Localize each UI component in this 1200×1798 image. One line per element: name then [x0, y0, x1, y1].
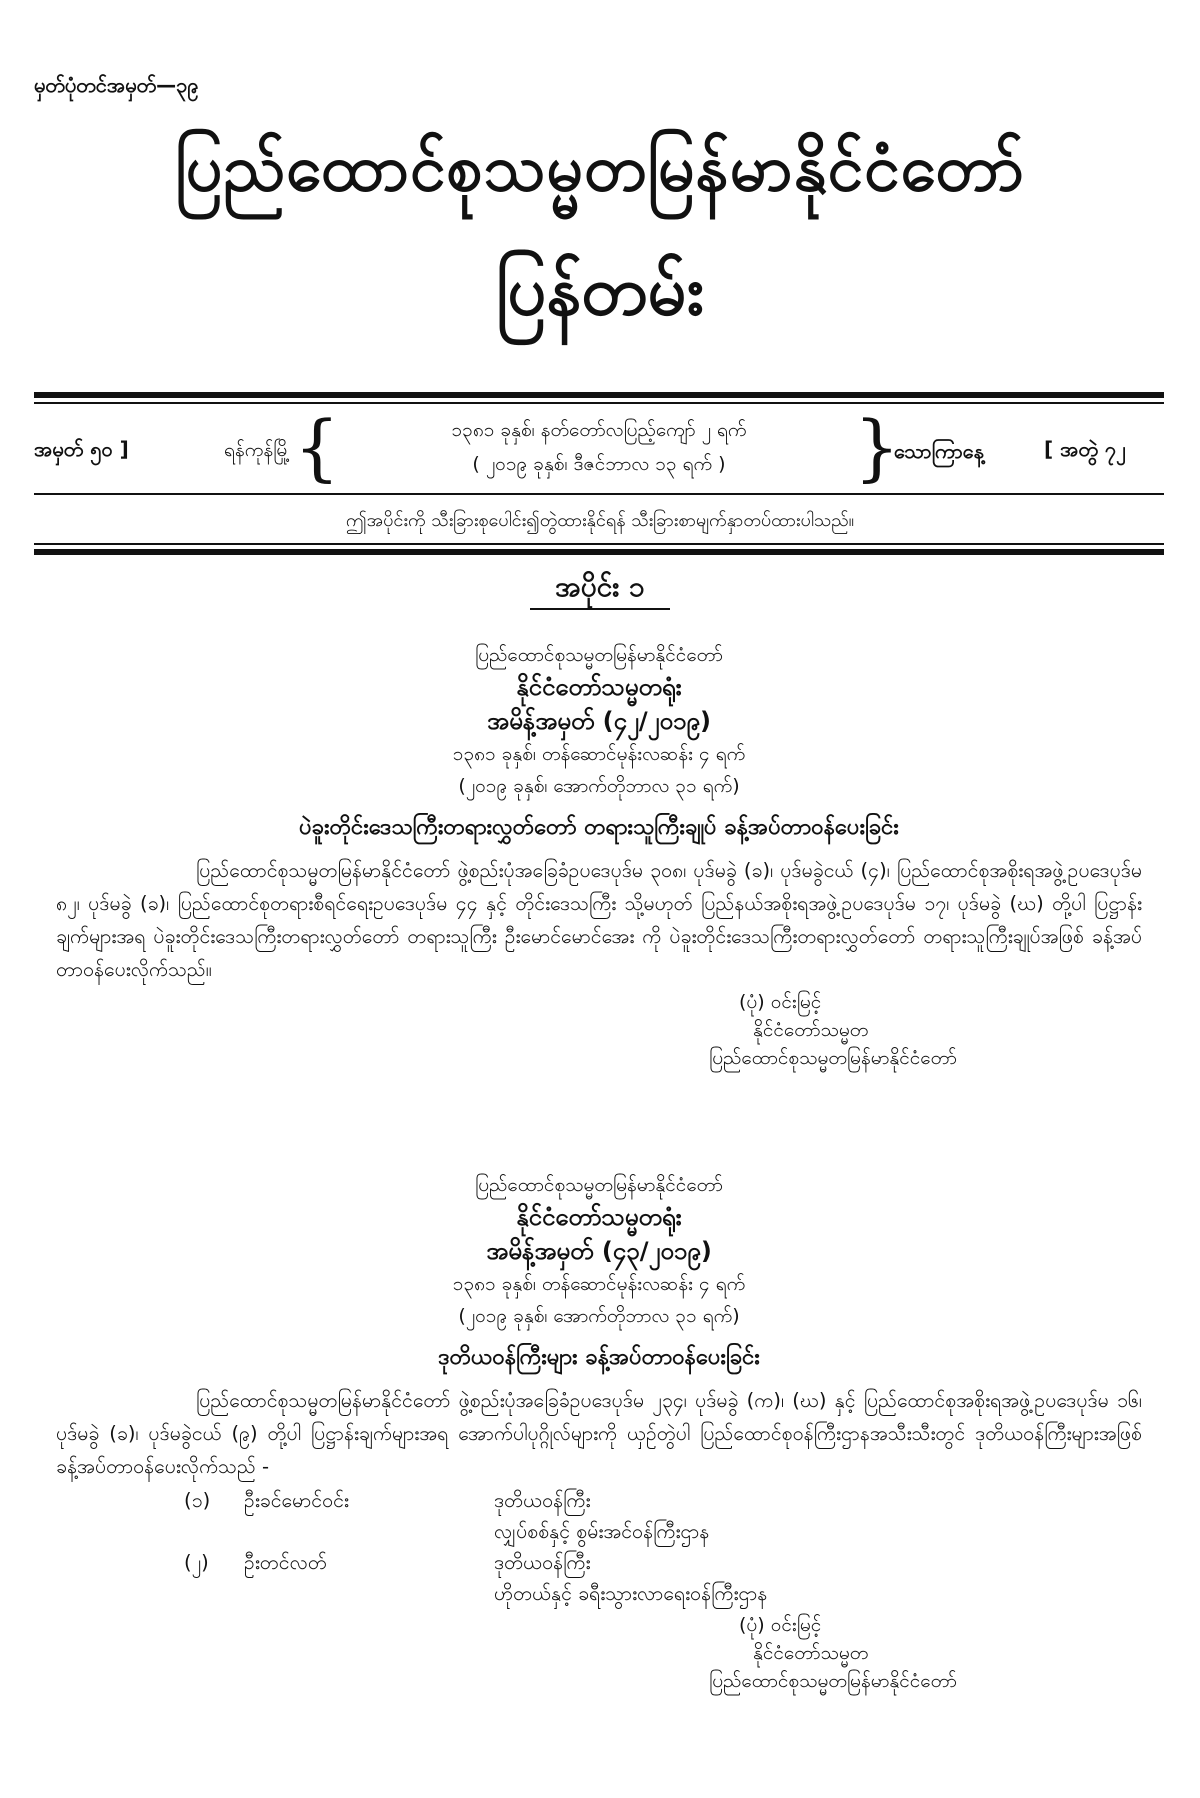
order-office: နိုင်ငံတော်သမ္မတရုံး [516, 673, 682, 701]
list-item [184, 1578, 1164, 1609]
order-issuer: ပြည်ထောင်စုသမ္မတမြန်မာနိုင်ငံတော် [475, 644, 723, 666]
appointment-number: (၁) [184, 1489, 211, 1512]
order-section [34, 1170, 1164, 1695]
spacer [184, 1516, 244, 1547]
issue-city: ရန်ကုန်မြို့ [224, 439, 291, 461]
header-rule-thick [34, 392, 1164, 398]
spacer [244, 1516, 494, 1547]
order-date-gregorian: (၂၀၁၉ ခုနှစ်၊ အောက်တိုဘာလ ၃၁ ရက်) [458, 1305, 740, 1327]
signature-title: နိုင်ငံတော်သမ္မတ [753, 1019, 869, 1041]
appointee-position: ဒုတိယဝန်ကြီး [494, 1551, 591, 1574]
issue-info-row [34, 405, 1164, 489]
order-section [34, 640, 1164, 1072]
separate-page-notice: ဤအပိုင်းကို သီးခြားစုပေါင်း၍တွဲထားနိုင်ရန် သီးခြားစာမျက်နှာတပ်ထားပါသည်။ [345, 510, 855, 531]
spacer [244, 1578, 494, 1609]
appointment-number: (၂) [184, 1551, 209, 1574]
appointee-position: ဒုတိယဝန်ကြီး [494, 1489, 591, 1512]
list-item [184, 1485, 1164, 1516]
appointee-ministry: ဟိုတယ်နှင့် ခရီးသွားလာရေးဝန်ကြီးဌာန [494, 1582, 768, 1605]
part-title-underline [530, 608, 670, 610]
issue-date-gregorian: ( ၂၀၁၉ ခုနှစ်၊ ဒီဇင်ဘာလ ၁၃ ရက် ) [472, 453, 726, 475]
appointment-list [184, 1485, 1164, 1609]
part-title: အပိုင်း ၁ [555, 570, 645, 603]
issue-day: သောကြာနေ့ [894, 439, 984, 463]
appointee-ministry: လျှပ်စစ်နှင့် စွမ်းအင်ဝန်ကြီးဌာန [494, 1520, 710, 1543]
signature-title: နိုင်ငံတော်သမ္မတ [753, 1642, 869, 1664]
order-issuer: ပြည်ထောင်စုသမ္မတမြန်မာနိုင်ငံတော် [475, 1174, 723, 1196]
spacer [184, 1578, 244, 1609]
gazette-title: ပြည်ထောင်စုသမ္မတမြန်မာနိုင်ငံတော် [174, 132, 1026, 206]
order-number: အမိန့်အမှတ် (၄၂/၂၀၁၉) [487, 707, 711, 735]
list-item [184, 1516, 1164, 1547]
appointee-name: ဦးတင်လတ် [244, 1551, 327, 1574]
right-brace-icon: } [854, 405, 900, 489]
signature-name: (ပုံ) ဝင်းမြင့် [739, 1614, 822, 1636]
registration-number: မှတ်ပုံတင်အမှတ်—၃၉ [34, 73, 199, 97]
issue-date-myanmar: ၁၃၈၁ ခုနှစ်၊ နတ်တော်လပြည့်ကျော် ၂ ရက် [451, 419, 747, 441]
header-rule-thin [34, 402, 1164, 404]
signature-country: ပြည်ထောင်စုသမ္မတမြန်မာနိုင်ငံတော် [709, 1047, 957, 1069]
signature-block [709, 988, 1164, 1072]
order-number: အမိန့်အမှတ် (၄၃/၂၀၁၉) [486, 1237, 712, 1265]
list-item [184, 1547, 1164, 1578]
issue-rule-bottom [34, 493, 1164, 495]
order-body: ပြည်ထောင်စုသမ္မတမြန်မာနိုင်ငံတော် ဖွဲ့စည်းပုံအခြေခံဥပဒေပုဒ်မ ၂၃၄၊ ပုဒ်မခွဲ (က)၊ (ဃ) နှင့် ပြည်ထောင်စုအစိုးရအဖွဲ့ဥပဒေပုဒ်မ ၁၆၊ ပုဒ်မခွဲ (ခ)၊ ပုဒ်မခွဲငယ် (၉) တို့ပါ ပြဋ္ဌာန်းချက်များအရ အောက်ပါပုဂ္ဂိုလ်များကို ယှဉ်တွဲပါ ပြည်ထောင်စုဝန်ကြီးဌာနအသီးသီးတွင် ဒုတိယဝန်ကြီးများအဖြစ် ခန့်အပ်တာဝန်ပေးလိုက်သည် - [56, 1389, 1142, 1478]
issue-number: အမှတ် ၅၀ ] [34, 437, 129, 461]
notice-rule-thick [34, 549, 1164, 555]
order-date-myanmar: ၁၃၈၁ ခုနှစ်၊ တန်ဆောင်မုန်းလဆန်း ၄ ရက် [452, 1273, 746, 1295]
order-body: ပြည်ထောင်စုသမ္မတမြန်မာနိုင်ငံတော် ဖွဲ့စည်းပုံအခြေခံဥပဒေပုဒ်မ ၃၀၈၊ ပုဒ်မခွဲ (ခ)၊ ပုဒ်မခွဲငယ် (၄)၊ ပြည်ထောင်စုအစိုးရအဖွဲ့ဥပဒေပုဒ်မ ၈၂၊ ပုဒ်မခွဲ (ခ)၊ ပြည်ထောင်စုတရားစီရင်ရေးဥပဒေပုဒ်မ ၄၄ နှင့် တိုင်းဒေသကြီး သို့မဟုတ် ပြည်နယ်အစိုးရအဖွဲ့ဥပဒေပုဒ်မ ၁၇၊ ပုဒ်မခွဲ (ဃ) တို့ပါ ပြဋ္ဌာန်းချက်များအရ ပဲခူးတိုင်းဒေသကြီးတရားလွှတ်တော် တရားသူကြီး ဦးမောင်မောင်အေး ကို ပဲခူးတိုင်းဒေသကြီးတရားလွှတ်တော် တရားသူကြီးချုပ်အဖြစ် ခန့်အပ်တာဝန်ပေးလိုက်သည်။ [56, 859, 1142, 981]
order-date-gregorian: (၂၀၁၉ ခုနှစ်၊ အောက်တိုဘာလ ၃၁ ရက်) [458, 775, 740, 797]
signature-country: ပြည်ထောင်စုသမ္မတမြန်မာနိုင်ငံတော် [709, 1670, 957, 1692]
issue-volume: [ အတွဲ ၇၂ [1044, 437, 1126, 461]
appointee-name: ဦးခင်မောင်ဝင်း [244, 1489, 349, 1512]
order-office: နိုင်ငံတော်သမ္မတရုံး [516, 1203, 682, 1231]
order-subject: ပဲခူးတိုင်းဒေသကြီးတရားလွှတ်တော် တရားသူကြီးချုပ် ခန့်အပ်တာဝန်ပေးခြင်း [299, 815, 899, 840]
notice-rule-thin [34, 543, 1164, 545]
signature-block [709, 1611, 1164, 1695]
signature-name: (ပုံ) ဝင်းမြင့် [739, 991, 822, 1013]
left-brace-icon: { [294, 405, 340, 489]
order-date-myanmar: ၁၃၈၁ ခုနှစ်၊ တန်ဆောင်မုန်းလဆန်း ၄ ရက် [452, 743, 746, 765]
order-subject: ဒုတိယဝန်ကြီးများ ခန့်အပ်တာဝန်ပေးခြင်း [438, 1345, 760, 1370]
gazette-subtitle: ပြန်တမ်း [496, 252, 704, 331]
